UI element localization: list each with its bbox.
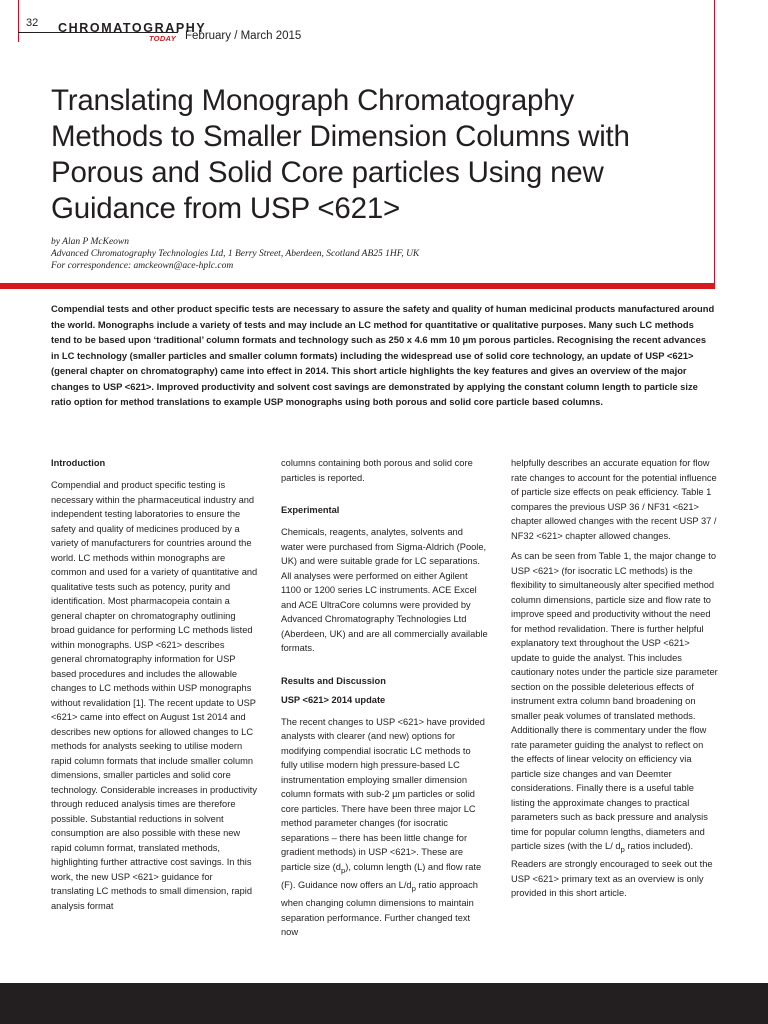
discussion-text-b: ratios included). Readers are strongly encouraged to seek out the USP <621> primary text as an overview is only provided in this short article.	[511, 841, 713, 899]
footer-bar	[0, 983, 768, 1024]
text-column-1	[51, 456, 258, 919]
page-frame-left-rule	[18, 0, 19, 42]
article-abstract: Compendial tests and other product specific tests are necessary to assure the safety and quality of human medicinal products manufactured around the world. Monographs include a variety of tests and may include an LC method for quantitative or qualitative purposes. Many such LC methods tend to be based upon ‘traditional’ column formats and technology such as 250 x 4.6 mm 10 µm porous particles. Recognising the recent advances in LC technology (smaller particles and smaller column formats) including the widespread use of solid core technology, an update of USP <621> (general chapter on chromatography) came into effect in 2014. This short article highlights the key features and gives an overview of the major changes to USP <621>. Improved productivity and solvent cost savings are demonstrated by applying the constant column length to particle size ratio option for method translations to example USP monographs using both porous and solid core particle based columns.	[51, 303, 715, 407]
results-continued-paragraph: helpfully describes an accurate equation for flow rate changes to account for the potential influence of particle size effects on peak efficiency. Table 1 compares the previous USP 36 / NF31 <621> chapter allowed changes with the recent USP 37 / NF32 <621> chapter allowed changes.	[511, 458, 717, 541]
results-paragraph	[281, 715, 488, 940]
results-text-a: The recent changes to USP <621> have provided analysts with clearer (and new) options for modifying compendial isocratic LC methods to fully utilise modern high pressure-based LC instrumentation employing smaller dimension column formats with sub-2 µm particles or solid core particles. There have been three major LC method parameter changes (for isocratic separations – there has been little change for gradient methods) in USP <621>. These are particle size (d	[281, 716, 485, 872]
logo-subtitle: TODAY	[148, 34, 176, 43]
affiliation-line: Advanced Chromatography Technologies Ltd, 1 Berry Street, Aberdeen, Scotland AB25 1HF, UK	[51, 249, 420, 259]
article-title: Translating Monograph Chromatography Methods to Smaller Dimension Columns with Porous and Solid Core particles Using new Guidance from USP <621>	[51, 84, 630, 225]
page-frame-right-rule	[714, 0, 715, 283]
subscript-p: p	[620, 844, 625, 854]
subscript-p: p	[411, 883, 416, 893]
text-column-2	[281, 456, 488, 946]
table-discussion-paragraph	[511, 549, 718, 901]
experimental-paragraph: Chemicals, reagents, analytes, solvents and water were purchased from Sigma-Aldrich (Poole, UK) and were suitable grade for LC separations. All analyses were performed on either Agilent 1100 or 1200 series LC instruments. ACE Excel and ACE UltraCore columns were provided by Advanced Chromatography Technologies Ltd (Aberdeen, UK) and are all commercially available formats.	[281, 527, 488, 653]
text-column-3	[511, 456, 718, 907]
results-text-c: ratio approach when changing column dimensions to maintain separation performance. Further changed text now	[281, 879, 478, 938]
subscript-p: p	[340, 865, 346, 875]
byline-block	[51, 236, 691, 272]
results-text-b: ), column length (L) and flow rate (F). Guidance now offers an L/d	[281, 861, 482, 890]
discussion-text-a: As can be seen from Table 1, the major change to USP <621> (for isocratic LC methods) is the flexibility to simultaneously alter specified method column dimensions, particle size and flow rate to improve speed and productivity without the need for method revalidation. There is further helpful explanatory text throughout the USP <621> update to guide the analyst. This includes cautionary notes under the particle size parameter section on the possible deleterious effects of instrument extra column band broadening on smaller peak volumes of translated methods. Additionally there is commentary under the flow rate parameter guiding the analyst to reflect on the effects of linear velocity on efficiency via particle size changes and van Deemter considerations. Finally there is a useful table listing the approximate changes to practical parameters such as back pressure and analysis time for popular column lengths, diameters and particle sizes (with the L/ d	[511, 551, 718, 851]
section-heading-introduction: Introduction	[51, 458, 106, 468]
page-number: 32	[26, 17, 39, 29]
introduction-continued: columns containing both porous and solid core particles is reported.	[281, 458, 473, 483]
section-heading-experimental: Experimental	[281, 505, 340, 515]
correspondence-line: For correspondence: amckeown@ace-hplc.com	[51, 261, 234, 271]
section-heading-results: Results and Discussion	[281, 675, 386, 686]
author-line: by Alan P McKeown	[51, 237, 130, 247]
issue-date: February / March 2015	[185, 30, 302, 42]
logo-wordmark: CHROMATOGRAPHY	[58, 21, 207, 35]
subsection-heading-usp-update: USP <621> 2014 update	[281, 694, 386, 705]
introduction-paragraph: Compendial and product specific testing is necessary within the pharmaceutical industry and independent testing laboratories to ensure the safety and quality of medicines produced by a variety of manufacturers for countries around the world. LC methods within monographs are common and used for a variety of quantitative and qualitative tests such as potency, purity and identification. Most pharmacopeia contain a general chapter on chromatography outlining broad guidance for performing LC methods listed within monographs. USP <621> describes general chromatography information for USP based procedures and includes the allowable changes to LC methods within USP monographs without revalidation [1]. The recent update to USP <621> came into effect on August 1st 2014 and describes new options for allowed changes to LC methods for analysts seeking to utilise modern rapid column formats that include smaller column dimensions, smaller particles and solid core technology. Considerable increases in productivity through reduced analysis times are therefore possible. Substantial reductions in solvent consumption are also possible with these new rapid column format, translated methods, highlighting further attractive cost savings. In this work, the new USP <621> guidance for translating LC methods to small dimension, rapid analysis format	[51, 480, 258, 911]
magazine-logo	[58, 21, 207, 43]
header-divider-rule	[0, 283, 715, 289]
